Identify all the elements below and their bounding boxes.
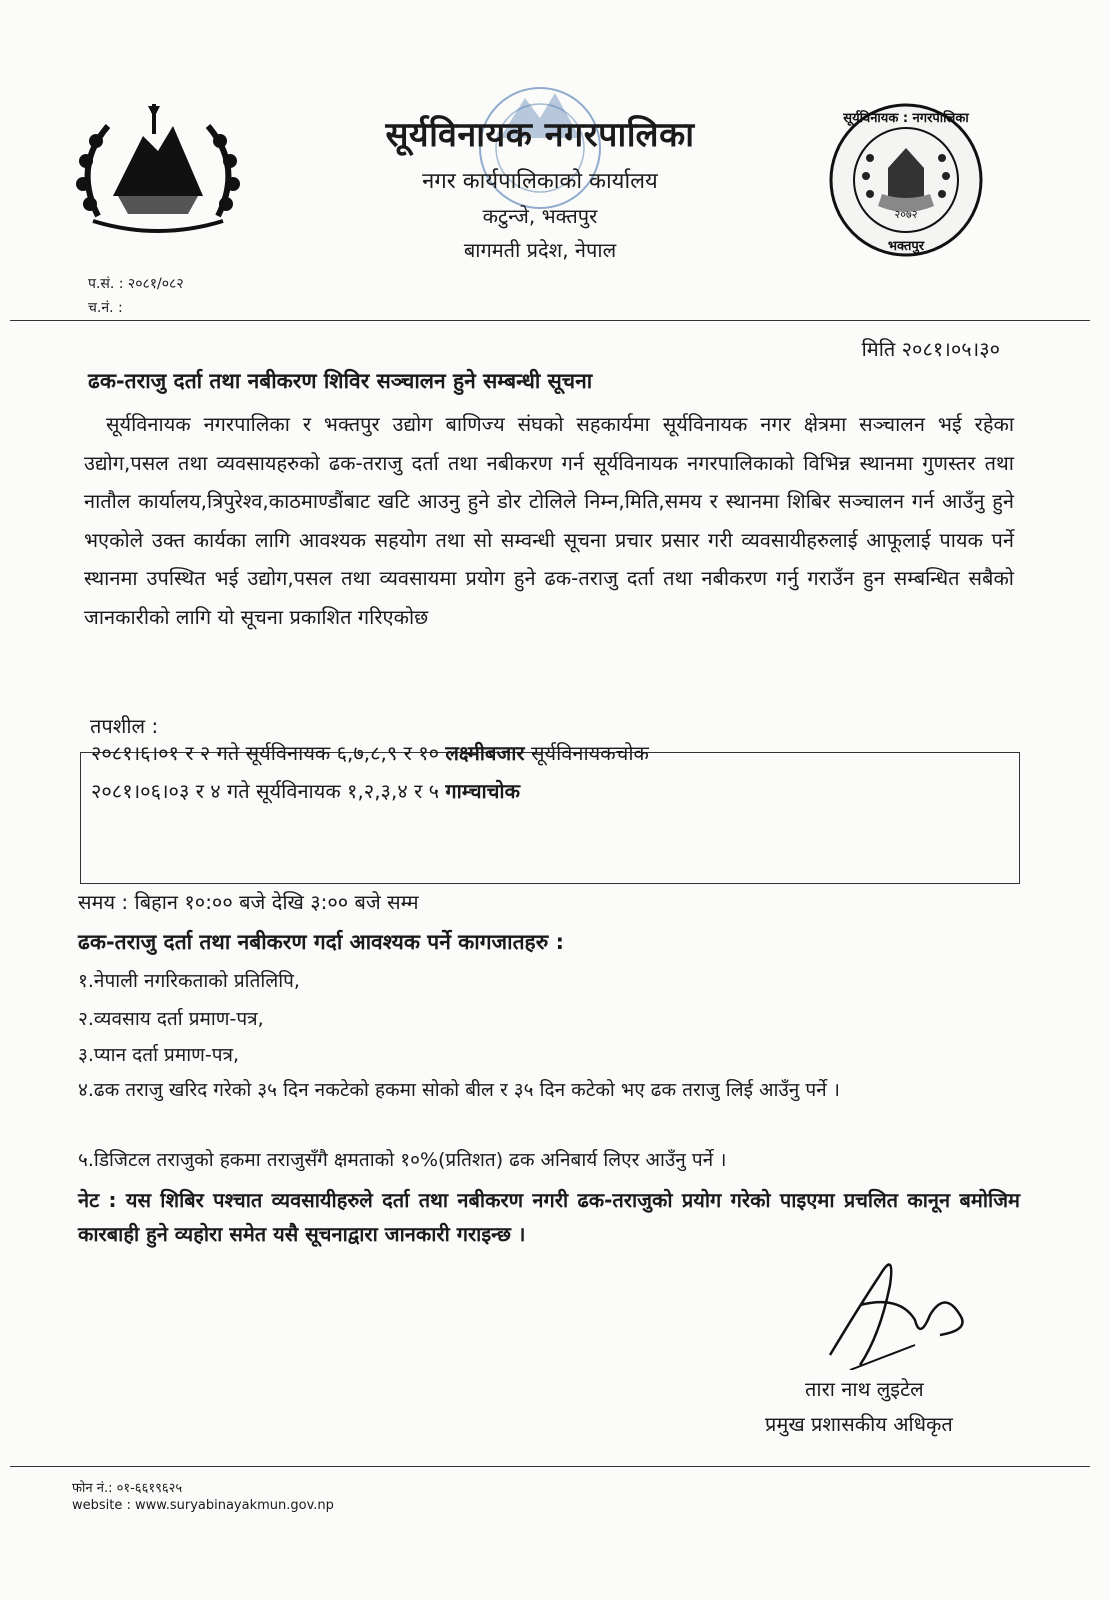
seal-bottom-text: भक्तपुर — [887, 239, 925, 254]
header-divider — [10, 320, 1090, 321]
office-name: नगर कार्यपालिकाको कार्यालय — [422, 169, 658, 194]
notice-body — [84, 405, 1014, 636]
office-location: कटुन्जे, भक्तपुर — [482, 204, 598, 228]
nepal-emblem-icon — [68, 96, 248, 246]
footer-website: website : www.suryabinayakmun.gov.np — [72, 1498, 334, 1513]
signature-icon — [820, 1245, 990, 1370]
schedule-row: २०८१।०६।०३ र ४ गते सूर्यविनायक १,२,३,४ र ५ गाम्चाचोक — [91, 779, 520, 803]
document-item: ५.डिजिटल तराजुको हकमा तराजुसँगै क्षमताको १०%(प्रतिशत) ढक अनिबार्य लिएर आउँनु पर्ने । — [78, 1149, 727, 1171]
reference-number: प.सं. : २०८१/०८२ — [88, 276, 184, 292]
notice-heading: ढक-तराजु दर्ता तथा नबीकरण शिविर सञ्चालन हुने सम्बन्धी सूचना — [88, 369, 593, 393]
municipality-title: सूर्यविनायक नगरपालिका — [385, 115, 695, 155]
notice-date: मिति २०८१।०५।३० — [861, 337, 1000, 361]
document-item: २.व्यवसाय दर्ता प्रमाण-पत्र, — [78, 1008, 264, 1030]
schedule-place: लक्ष्मीबजार — [445, 741, 525, 765]
camp-time: समय : बिहान १०:०० बजे देखि ३:०० बजे सम्म — [78, 890, 419, 914]
schedule-row: २०८१।६।०१ र २ गते सूर्यविनायक ६,७,८,९ र १० लक्ष्मीबजार सूर्यविनायकचोक — [91, 741, 649, 765]
document-item: ४.ढक तराजु खरिद गरेको ३५ दिन नकटेको हकमा सोको बील र ३५ दिन कटेको भए ढक तराजु लिई आउँनु पर्ने । — [78, 1079, 840, 1101]
seal-top-text: सूर्यविनायक : नगरपालिका — [843, 111, 969, 126]
signatory-name: तारा नाथ लुइटेल — [805, 1377, 924, 1401]
document-item: १.नेपाली नगरिकताको प्रतिलिपि, — [78, 970, 300, 992]
office-province: बागमती प्रदेश, नेपाल — [463, 238, 617, 262]
document-item: ३.प्यान दर्ता प्रमाण-पत्र, — [78, 1044, 240, 1066]
schedule-place: गाम्चाचोक — [445, 779, 520, 803]
dispatch-number: च.नं. : — [88, 300, 123, 316]
municipality-seal-icon — [826, 98, 986, 268]
documents-heading: ढक-तराजु दर्ता तथा नबीकरण गर्दा आवश्यक पर्ने कागजातहरु : — [78, 930, 564, 954]
footer-divider — [10, 1466, 1090, 1467]
seal-year: २०७२ — [894, 208, 918, 221]
schedule-box — [80, 741, 1020, 884]
signatory-title: प्रमुख प्रशासकीय अधिकृत — [765, 1412, 953, 1436]
notice-note: नेट : यस शिबिर पश्चात व्यवसायीहरुले दर्ता तथा नबीकरण नगरी ढक-तराजुको प्रयोग गरेको पाइएमा प्रचलित कानून बमोजिम कारबाही हुने व्यहोरा समेत यसै सूचनाद्वारा जानकारी गराइन्छ । — [78, 1188, 1020, 1246]
notice-body-text: सूर्यविनायक नगरपालिका र भक्तपुर उद्योग बाणिज्य संघको सहकार्यमा सूर्यविनायक नगर क्षेत्रमा सञ्चालन भई रहेका उद्योग,पसल तथा व्यवसायहरुको ढक-तराजु दर्ता तथा नबीकरण गर्न सूर्यविनायक नगरपालिकाको विभिन्न स्थानमा गुणस्तर तथा नातौल कार्यालय,त्रिपुरेश्व,काठमाण्डौंबाट खटि आउनु हुने डोर टोलिले निम्न,मिति,समय र स्थानमा शिबिर सञ्चालन गर्न आउँनु हुने भएकोले उक्त कार्यका लागि आवश्यक सहयोग तथा सो सम्वन्धी सूचना प्रचार प्रसार गरी व्यवसायीहरुलाई आफूलाई पायक पर्ने स्थानमा उपस्थित भई उद्योग,पसल तथा व्यवसायमा प्रयोग हुने ढक-तराजु दर्ता तथा नबीकरण गर्नु गराउँन हुन सम्बन्धित सबैको जानकारीको लागि यो सूचना प्रकाशित गरिएकोछ — [84, 412, 1014, 629]
footer-phone: फोन नं.: ०१-६६१९६२५ — [72, 1481, 183, 1496]
schedule-label: तपशील : — [90, 714, 159, 738]
